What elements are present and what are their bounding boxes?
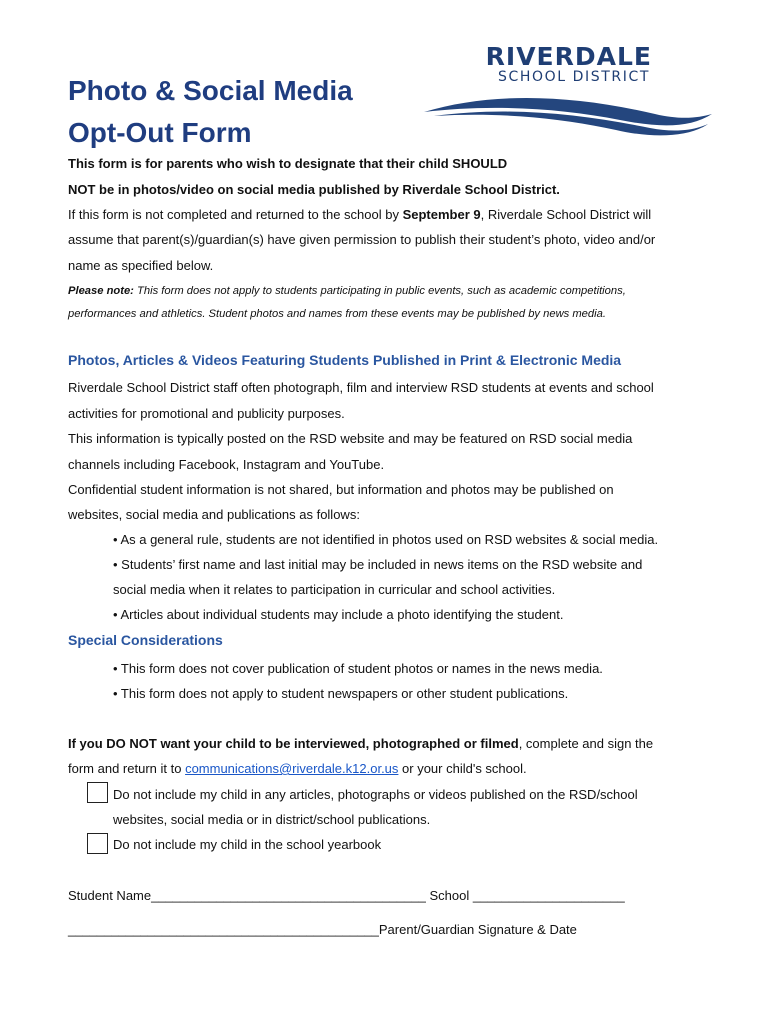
optout-instruction-bold: If you DO NOT want your child to be interviewed, photographed or filmed (68, 736, 519, 751)
logo-wordmark: RIVERDALE (485, 42, 652, 71)
optout-yearbook-label: Do not include my child in the school yearbook (113, 837, 382, 852)
optout-media-label-1: Do not include my child in any articles, photographs or videos published on the RSD/school (113, 787, 638, 802)
logo-wave-icon (420, 84, 720, 144)
school-label: School (429, 888, 470, 903)
signature-row (68, 922, 577, 938)
section1-bullet-1: • As a general rule, students are not identified in photos used on RSD websites & social media. (113, 532, 659, 547)
optout-instruction-rest: , complete and sign the (518, 736, 654, 751)
section1-para-4: channels including Facebook, Instagram and YouTube. (68, 457, 385, 472)
signature-label: Parent/Guardian Signature & Date (378, 922, 577, 937)
deadline-text-post: , Riverdale School District will (480, 207, 652, 222)
intro-line-5: name as specified below. (68, 258, 214, 273)
optout-media-label-2: websites, social media or in district/school publications. (113, 812, 431, 827)
section1-bullet-2a: • Students’ first name and last initial may be included in news items on the RSD website and (113, 557, 643, 572)
section2-bullet-1: • This form does not cover publication of student photos or names in the news media. (113, 661, 603, 676)
section1-para-5: Confidential student information is not shared, but information and photos may be published on (68, 482, 614, 497)
section-heading-media: Photos, Articles & Videos Featuring Students Published in Print & Electronic Media (68, 352, 622, 368)
section1-para-6: websites, social media and publications as follows: (68, 507, 360, 522)
note-line-2: performances and athletics. Student photos and names from these events may be published by news media. (68, 308, 606, 320)
email-link[interactable]: communications@riverdale.k12.or.us (185, 761, 399, 776)
note-label: Please note: (68, 285, 134, 297)
section1-bullet-3: • Articles about individual students may include a photo identifying the student. (113, 607, 564, 622)
student-school-row (68, 888, 625, 904)
section1-para-3: This information is typically posted on the RSD website and may be featured on RSD social media (68, 431, 633, 446)
title-line-1: Photo & Social Media (68, 75, 353, 106)
logo-subtitle: SCHOOL DISTRICT (497, 69, 650, 85)
section-heading-special: Special Considerations (68, 632, 223, 648)
note-text-1: This form does not apply to students participating in public events, such as academic competitions, (133, 285, 626, 297)
intro-bold-line-1: This form is for parents who wish to designate that their child SHOULD (68, 156, 508, 171)
page-title (68, 70, 428, 154)
deadline-date: September 9 (402, 207, 481, 222)
student-name-label: Student Name (68, 888, 152, 903)
return-text-pre: form and return it to (68, 761, 186, 776)
section1-para-1: Riverdale School District staff often photograph, film and interview RSD students at events and school (68, 380, 654, 395)
school-field[interactable]: _____________________ (472, 888, 625, 903)
return-text-post: or your child's school. (398, 761, 527, 776)
intro-bold-line-2: NOT be in photos/video on social media published by Riverdale School District. (68, 182, 560, 197)
optout-media-checkbox[interactable] (87, 782, 108, 803)
intro-deadline-line (68, 207, 651, 223)
optout-instruction (68, 736, 653, 752)
title-line-2: Opt-Out Form (68, 117, 252, 148)
signature-field[interactable]: ___________________________________________ (68, 922, 379, 937)
intro-line-4: assume that parent(s)/guardian(s) have given permission to publish their student’s photo, video and/or (68, 232, 656, 247)
section1-bullet-2b: social media when it relates to participation in curricular and school activities. (113, 582, 556, 597)
optout-return-line (68, 761, 527, 777)
section1-para-2: activities for promotional and publicity purposes. (68, 406, 345, 421)
section2-bullet-2: • This form does not apply to student newspapers or other student publications. (113, 686, 569, 701)
deadline-text-pre: If this form is not completed and returned to the school by (68, 207, 403, 222)
optout-yearbook-checkbox[interactable] (87, 833, 108, 854)
student-name-field[interactable]: ______________________________________ (151, 888, 426, 903)
district-logo (420, 40, 720, 150)
note-line-1 (68, 283, 626, 299)
